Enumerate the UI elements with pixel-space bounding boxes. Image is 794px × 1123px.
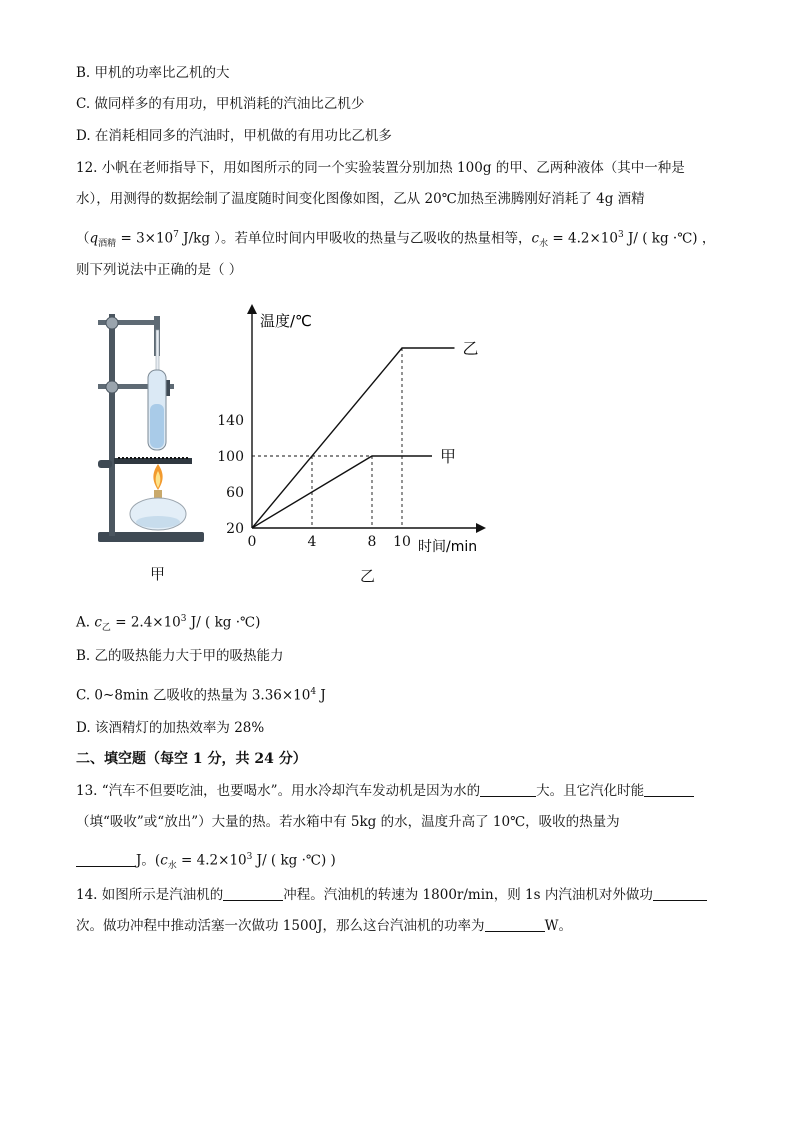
- x-tick-label: 0: [247, 534, 257, 550]
- figure-caption-right: 乙: [360, 567, 376, 585]
- x-tick-label: 10: [393, 534, 411, 550]
- q12-option-d: D. 该酒精灯的加热效率为 28%: [76, 720, 265, 736]
- q12-stem-line3: （$q_{酒精} = 3\times 10^7$ J/kg ）。若单位时间内甲吸收的热量与乙吸收的热量相等，$c_水 = 4.2\times 10^3$ J/ ( kg ·℃) ，: [76, 230, 716, 250]
- q13-blank-2[interactable]: [644, 782, 694, 797]
- y-tick-label: 60: [226, 485, 244, 501]
- q14-line2: 次。做功冲程中推动活塞一次做功 1500J，那么这台汽油机的功率为 W。: [76, 918, 572, 934]
- series-line-jia: [252, 456, 432, 528]
- q14-blank-2[interactable]: [653, 886, 707, 901]
- series-label: 甲: [440, 447, 457, 466]
- q12-stem-line2: 水），用测得的数据绘制了温度随时间变化图像如图，乙从 20℃加热至沸腾刚好消耗了 4g 酒精: [76, 191, 645, 207]
- series-label: 乙: [462, 339, 479, 358]
- q12-option-b: B. 乙的吸热能力大于甲的吸热能力: [76, 648, 284, 664]
- q12-stem-line4: 则下列说法中正确的是（ ）: [76, 262, 243, 278]
- section-title: 二、填空题（每空 1 分，共 24 分）: [76, 751, 307, 767]
- x-axis-arrow: [476, 523, 486, 533]
- y-tick-label: 140: [217, 413, 244, 429]
- q14-blank-3[interactable]: [485, 917, 545, 932]
- y-axis-arrow: [247, 304, 257, 314]
- figure-caption-left: 甲: [150, 565, 166, 583]
- series-line-yi: [252, 348, 455, 528]
- x-axis-label: 时间/min: [418, 539, 478, 555]
- q11-option-d: D. 在消耗相同多的汽油时，甲机做的有用功比乙机多: [76, 128, 392, 144]
- y-axis-label: 温度/℃: [260, 312, 312, 330]
- q13-line2: （填“吸收”或“放出”）大量的热。若水箱中有 5kg 的水，温度升高了 10℃，吸收的热量为: [76, 814, 620, 830]
- x-tick-label: 4: [307, 534, 317, 550]
- q13-line3: J。($c_水 = 4.2\times 10^3$ J/ ( kg ·℃) ): [76, 847, 336, 876]
- x-tick-label: 8: [367, 534, 377, 550]
- q12-stem-line1: 12. 小帆在老师指导下，用如图所示的同一个实验装置分别加热 100g 的甲、乙两种液体（其中一种是: [76, 160, 685, 176]
- q12-option-a: A. $c_乙 = 2.4\times 10^3$ J/ ( kg ·℃): [76, 614, 261, 634]
- q11-option-b: B. 甲机的功率比乙机的大: [76, 65, 230, 81]
- q13-blank-1[interactable]: [480, 782, 536, 797]
- y-tick-label: 100: [217, 449, 244, 465]
- y-tick-label: 20: [226, 521, 244, 537]
- q13-blank-3[interactable]: [76, 852, 136, 867]
- q14-line1: 14. 如图所示是汽油机的 冲程。汽油机的转速为 1800r/min，则 1s 内汽油机对外做功: [76, 885, 707, 905]
- q14-blank-1[interactable]: [223, 886, 283, 901]
- heating-apparatus-figure: [92, 308, 218, 548]
- q12-option-c: C. 0~8min 乙吸收的热量为 $3.36\times 10^4$ J: [76, 687, 326, 704]
- q11-option-c: C. 做同样多的有用功，甲机消耗的汽油比乙机少: [76, 96, 365, 112]
- q13-line1: 13. “汽车不但要吃油，也要喝水”。用水冷却汽车发动机是因为水的 大。且它汽化时能: [76, 781, 694, 801]
- temperature-time-graph: [217, 302, 498, 564]
